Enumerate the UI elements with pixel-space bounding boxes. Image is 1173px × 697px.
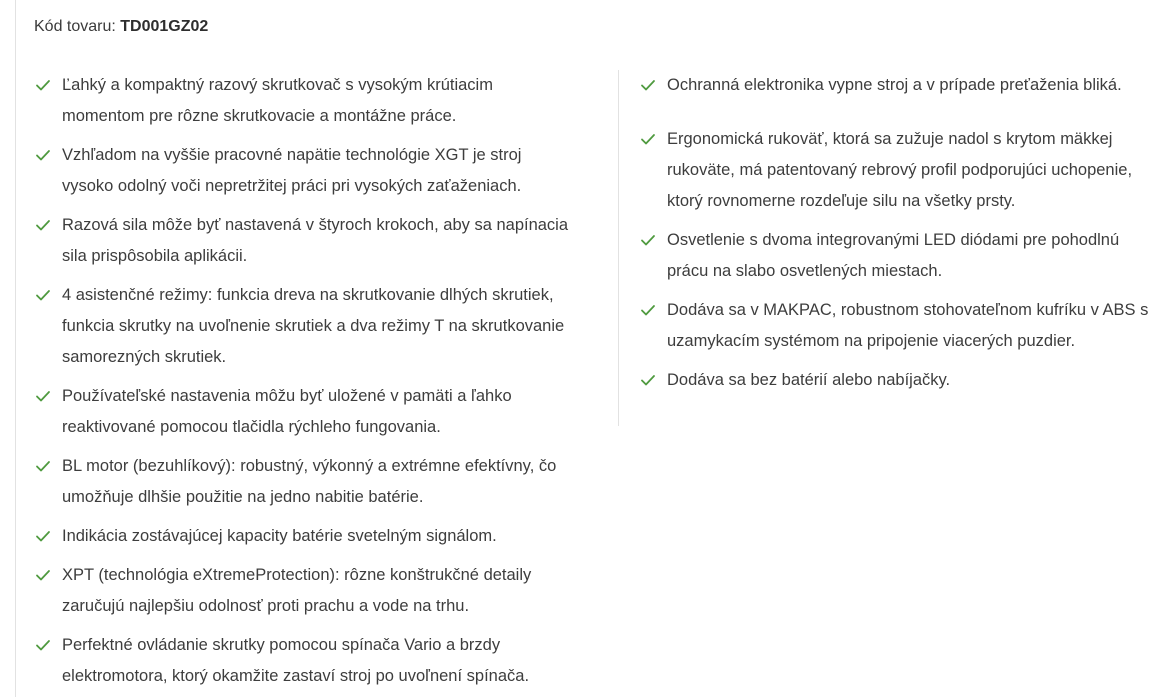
features-list-right	[618, 70, 1159, 426]
feature-text: XPT (technológia eXtremeProtection): rôzne konštrukčné detaily zaručujú najlepšiu odolnosť proti prachu a vode na trhu.	[62, 566, 532, 615]
product-code-value: TD001GZ02	[120, 18, 209, 35]
feature-text: Perfektné ovládanie skrutky pomocou spínača Vario a brzdy elektromotora, ktorý okamžite zastaví stroj po uvoľnení spínača.	[62, 636, 530, 685]
feature-text: Používateľské nastavenia môžu byť uložené v pamäti a ľahko reaktivované pomocou tlačidla rýchleho fungovania.	[62, 387, 512, 436]
check-icon	[35, 217, 51, 233]
check-icon	[640, 302, 656, 318]
feature-item	[639, 70, 1159, 101]
product-code-label: Kód tovaru:	[34, 18, 116, 35]
feature-text: Dodáva sa v MAKPAC, robustnom stohovateľnom kufríku v ABS s uzamykacím systémom na pripojenie viacerých puzdier.	[667, 301, 1149, 350]
check-icon	[35, 388, 51, 404]
check-icon	[35, 528, 51, 544]
feature-item	[34, 381, 574, 443]
feature-item	[34, 451, 574, 513]
feature-text: Ľahký a kompaktný razový skrutkovač s vysokým krútiacim momentom pre rôzne skrutkovacie a montážne práce.	[62, 76, 493, 125]
check-icon	[640, 131, 656, 147]
check-icon	[35, 287, 51, 303]
feature-item	[34, 630, 574, 692]
feature-text: BL motor (bezuhlíkový): robustný, výkonný a extrémne efektívny, čo umožňuje dlhšie použitie na jedno nabitie batérie.	[62, 457, 557, 506]
feature-item	[34, 560, 574, 622]
feature-item	[34, 140, 574, 202]
check-icon	[640, 372, 656, 388]
check-icon	[35, 147, 51, 163]
product-code	[34, 16, 208, 38]
feature-text: Indikácia zostávajúcej kapacity batérie svetelným signálom.	[62, 527, 497, 545]
feature-text: Osvetlenie s dvoma integrovanými LED diódami pre pohodlnú prácu na slabo osvetlených miestach.	[667, 231, 1120, 280]
feature-text: Razová sila môže byť nastavená v štyroch krokoch, aby sa napínacia sila prispôsobila aplikácii.	[62, 216, 569, 265]
feature-text: 4 asistenčné režimy: funkcia dreva na skrutkovanie dlhých skrutiek, funkcia skrutky na uvoľnenie skrutiek a dva režimy T na skrutkovanie samorezných skrutiek.	[62, 286, 565, 366]
check-icon	[35, 77, 51, 93]
check-icon	[35, 458, 51, 474]
feature-item	[639, 225, 1159, 287]
feature-item	[34, 521, 574, 552]
feature-text: Ochranná elektronika vypne stroj a v prípade preťaženia bliká.	[667, 76, 1122, 94]
check-icon	[35, 637, 51, 653]
features-list-left	[34, 70, 574, 697]
check-icon	[640, 232, 656, 248]
feature-item	[639, 295, 1159, 357]
check-icon	[640, 77, 656, 93]
feature-text: Ergonomická rukoväť, ktorá sa zužuje nadol s krytom mäkkej rukoväte, má patentovaný rebrový profil podporujúci uchopenie, ktorý rovnomerne rozdeľuje silu na všetky prsty.	[667, 130, 1133, 210]
left-divider	[15, 0, 16, 697]
feature-text: Dodáva sa bez batérií alebo nabíjačky.	[667, 371, 951, 389]
check-icon	[35, 567, 51, 583]
feature-item	[34, 70, 574, 132]
feature-text: Vzhľadom na vyššie pracovné napätie technológie XGT je stroj vysoko odolný voči nepretržitej práci pri vysokých zaťaženiach.	[62, 146, 522, 195]
feature-item	[639, 365, 1159, 396]
feature-item	[34, 280, 574, 373]
feature-item	[34, 210, 574, 272]
feature-item	[639, 124, 1159, 217]
